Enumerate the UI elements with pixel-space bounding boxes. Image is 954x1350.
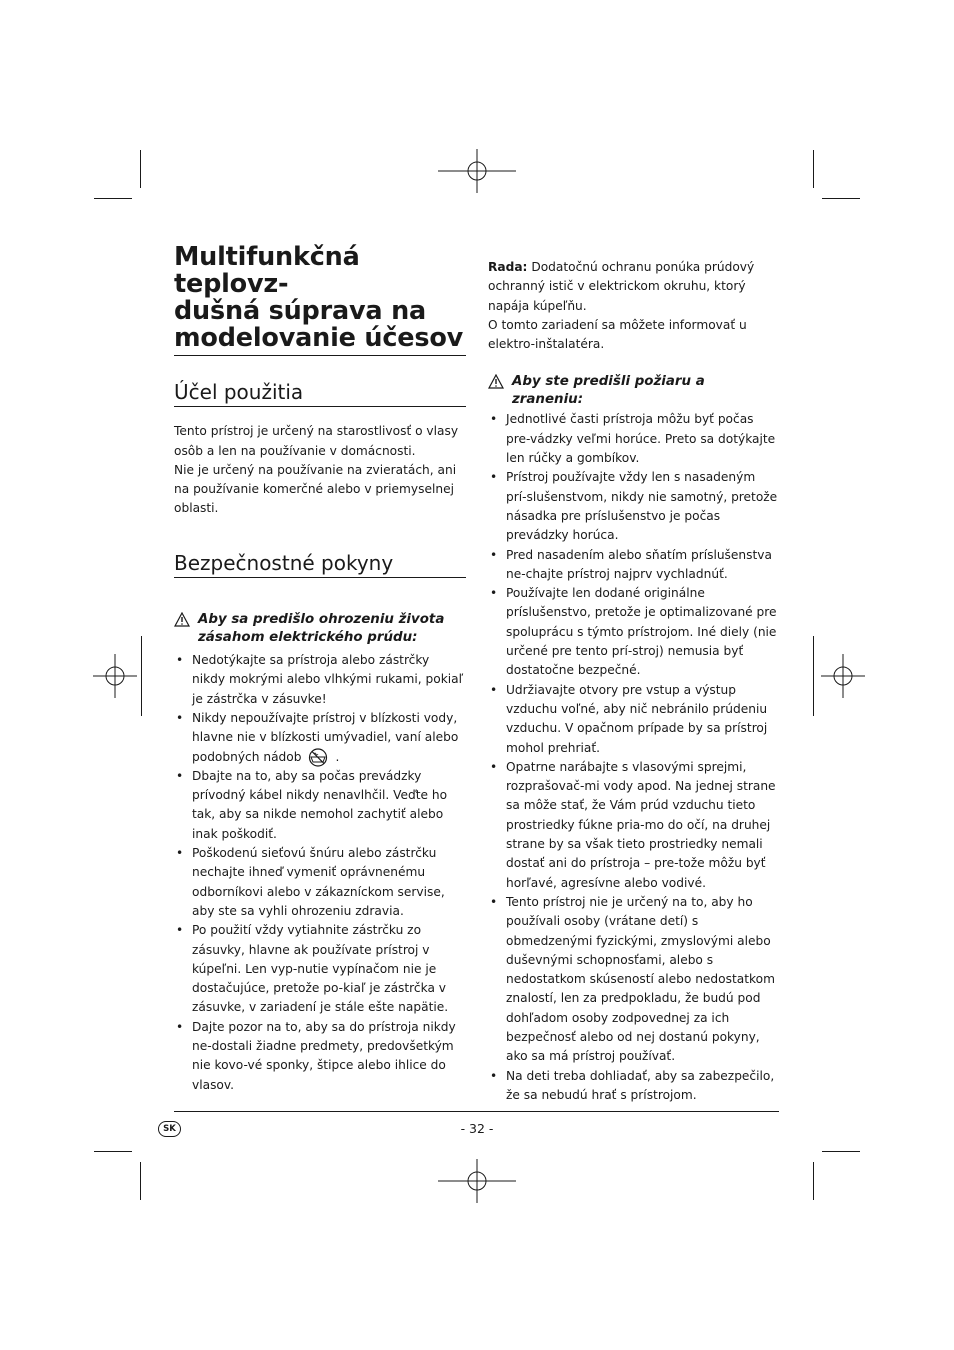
purpose-paragraph: Tento prístroj je určený na starostlivosť o vlasy osôb a len na používanie v domácnosti. <box>174 424 459 458</box>
left-column <box>174 244 466 1095</box>
no-bathtub-icon <box>305 748 331 767</box>
right-column <box>488 258 779 1105</box>
footer-divider <box>174 1111 779 1112</box>
list-item: • Poškodenú sieťovú šnúru alebo zástrčku nechajte ihneď vymeniť oprávnenému odborníkovi alebo v zákazníckom servise, aby ste sa vyhli ohrozeniu zdravia. <box>176 846 445 918</box>
fire-warning-list <box>488 410 779 1105</box>
list-item: • Dajte pozor na to, aby sa do prístroja nikdy ne-dostali žiadne predmety, predovšetkým nie kovo-vé sponky, štipce alebo ihlice do vlasov. <box>176 1019 456 1092</box>
purpose-paragraph: Nie je určený na používanie na zvieratách, ani na používanie komerčné alebo v priemyselnej oblasti. <box>174 462 457 516</box>
crop-mark <box>822 1151 860 1152</box>
warning-triangle-icon <box>174 612 190 627</box>
list-item: • Používajte len dodané originálne príslušenstvo, pretože je optimalizované pre spoluprácu s týmto prístrojom. Iné diely (nie určené pre tento prí-stroj) nemusia byť dostatočne bezpečné. <box>490 586 777 678</box>
list-item: • Tento prístroj nie je určený na to, aby ho používali osoby (vrátane detí) s obmedzenými fyzickými, zmyslovými alebo duševnými schopnosťami, alebo s nedostatkom skúseností alebo nedostatkom znalostí, len za predpokladu, že budú pod dohľadom osoby zodpovednej za ich bezpečnosť alebo od nej dostanú pokyny, ako sa má prístroj používať. <box>490 894 775 1064</box>
list-item: • Nikdy nepoužívajte prístroj v blízkosti vody, hlavne nie v blízkosti umývadiel, vaní alebo podobných nádob . <box>174 709 466 767</box>
crop-mark <box>822 198 860 199</box>
page-number: - 32 - <box>460 1121 494 1136</box>
tip-paragraph: Rada: Dodatočnú ochranu ponúka prúdový ochranný istič v elektrickom okruhu, ktorý napája kúpeľňu. <box>488 260 755 313</box>
list-item: • Dbajte na to, aby sa počas prevádzky prívodný kábel nikdy nenavlhčil. Veďte ho tak, aby sa nikde nemohol zachytiť alebo inak poškodiť. <box>176 768 448 841</box>
language-badge: SK <box>158 1121 181 1137</box>
list-item: • Po použití vždy vytiahnite zástrčku zo zásuvky, hlavne ak používate prístroj v kúpeľni. Len vyp-nutie vypínačom nie je dostačujúce, pretože po-kiaľ je zástrčka v zásuvke, v zariadení je stále ešte napätie. <box>176 923 449 1015</box>
crop-mark <box>813 636 814 716</box>
list-item: • Prístroj používajte vždy len s nasadeným prí-slušenstvom, nikdy nie samotný, pretože násadka pre príslušenstvo je počas prevádzky horúca. <box>490 470 778 543</box>
list-item: • Nedotýkajte sa prístroja alebo zástrčky nikdy mokrými alebo vlhkými rukami, pokiaľ je zástrčka v zásuvke! <box>176 653 464 706</box>
electric-warning-header <box>174 611 466 647</box>
registration-mark-icon <box>821 654 865 698</box>
safety-heading: Bezpečnostné pokyny <box>174 554 466 578</box>
tip-paragraph: O tomto zariadení sa môžete informovať u elektro-inštalatéra. <box>488 317 747 352</box>
page-title: Multifunkčná teplovz- dušná súprava na modelovanie účesov <box>174 244 466 356</box>
purpose-heading: Účel použitia <box>174 383 466 407</box>
list-item: • Jednotlivé časti prístroja môžu byť počas pre-vádzky veľmi horúce. Preto sa dotýkajte len rúčky a gombíkov. <box>490 412 776 466</box>
crop-mark <box>813 150 814 188</box>
electric-warning-list <box>174 651 466 1095</box>
list-item: • Udržiavajte otvory pre vstup a výstup vzduchu voľné, aby nič nebránilo prúdeniu vzduchu. V opačnom prípade by sa prístroj mohol prehriať. <box>490 682 768 755</box>
electric-warning-title: Aby sa predišlo ohrozeniu života zásahom elektrického prúdu: <box>198 612 445 646</box>
crop-mark <box>140 150 141 188</box>
list-item: • Pred nasadením alebo sňatím príslušenstva ne-chajte prístroj najprv vychladnúť. <box>490 547 772 581</box>
warning-triangle-icon <box>488 374 504 389</box>
tip-label: Rada: <box>488 260 528 274</box>
crop-mark <box>813 1162 814 1200</box>
crop-mark <box>94 1151 132 1152</box>
crop-mark <box>141 636 142 716</box>
registration-mark-icon <box>438 1159 516 1203</box>
registration-mark-icon <box>93 654 137 698</box>
list-item: • Opatrne narábajte s vlasovými sprejmi, rozprašovač-mi vody apod. Na jednej strane sa môže stať, že Vám prúd vzduchu tieto prostriedky fúkne pria-mo do očí, na druhej strane by sa však tieto prostriedky nemali dostať ani do prístroja – pre-tože môžu byť horľavé, agresívne alebo vodivé. <box>490 759 776 890</box>
list-item: • Na deti treba dohliadať, aby sa zabezpečilo, že sa nebudú hrať s prístrojom. <box>490 1068 775 1102</box>
fire-warning-title: Aby ste predišli požiaru a zraneniu: <box>512 374 705 408</box>
crop-mark <box>94 198 132 199</box>
crop-mark <box>140 1162 141 1200</box>
registration-mark-icon <box>438 149 516 193</box>
fire-warning-header <box>488 373 779 409</box>
